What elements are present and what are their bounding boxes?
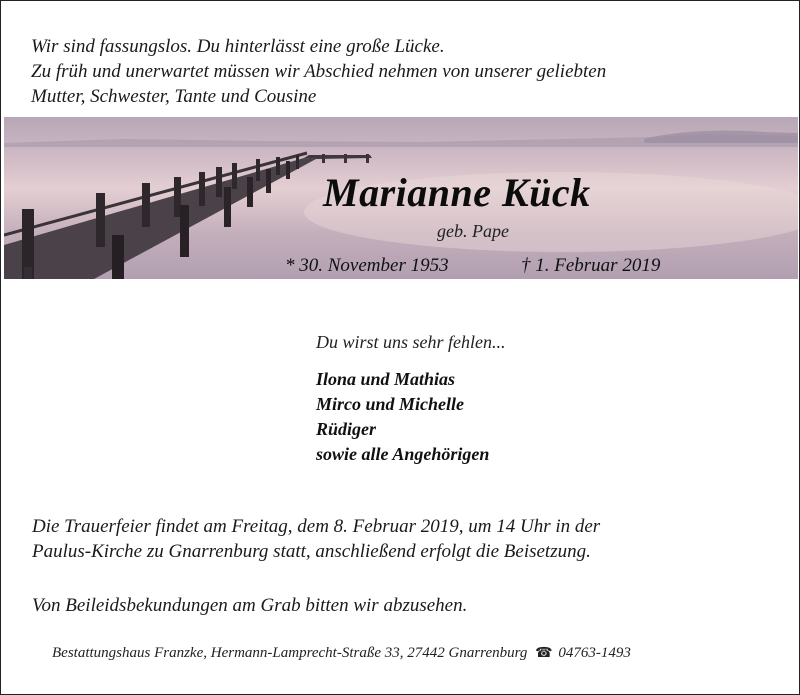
phone-number: 04763-1493 xyxy=(558,645,631,661)
intro-text xyxy=(31,34,606,109)
service-line-2: Paulus-Kirche zu Gnarrenburg statt, anschließend erfolgt die Beisetzung. xyxy=(32,541,591,562)
telephone-icon: ☎ xyxy=(535,645,553,661)
footer-funeral-home xyxy=(52,645,631,662)
intro-line-1: Wir sind fassungslos. Du hinterlässt eine große Lücke. xyxy=(31,36,445,57)
death-date: † 1. Februar 2019 xyxy=(521,255,661,276)
birth-date: * 30. November 1953 xyxy=(285,255,449,276)
mourner-name: Mirco und Michelle xyxy=(316,394,465,414)
maiden-name: geb. Pape xyxy=(437,221,509,241)
mourners-list xyxy=(316,367,489,467)
intro-line-3: Mutter, Schwester, Tante und Cousine xyxy=(31,86,317,107)
service-line-1: Die Trauerfeier findet am Freitag, dem 8. Februar 2019, um 14 Uhr in der xyxy=(32,516,601,537)
service-info xyxy=(32,514,600,564)
deceased-name: Marianne Kück xyxy=(323,170,591,215)
funeral-home-address: Bestattungshaus Franzke, Hermann-Lamprecht-Straße 33, 27442 Gnarrenburg xyxy=(52,645,528,661)
intro-line-2: Zu früh und unerwartet müssen wir Abschied nehmen von unserer geliebten xyxy=(31,61,607,82)
mourner-name: sowie alle Angehörigen xyxy=(316,444,490,464)
farewell-line: Du wirst uns sehr fehlen... xyxy=(316,332,506,352)
condolence-note: Von Beileidsbekundungen am Grab bitten wir abzusehen. xyxy=(32,595,468,616)
mourner-name: Ilona und Mathias xyxy=(316,369,456,389)
mourner-name: Rüdiger xyxy=(316,419,377,439)
